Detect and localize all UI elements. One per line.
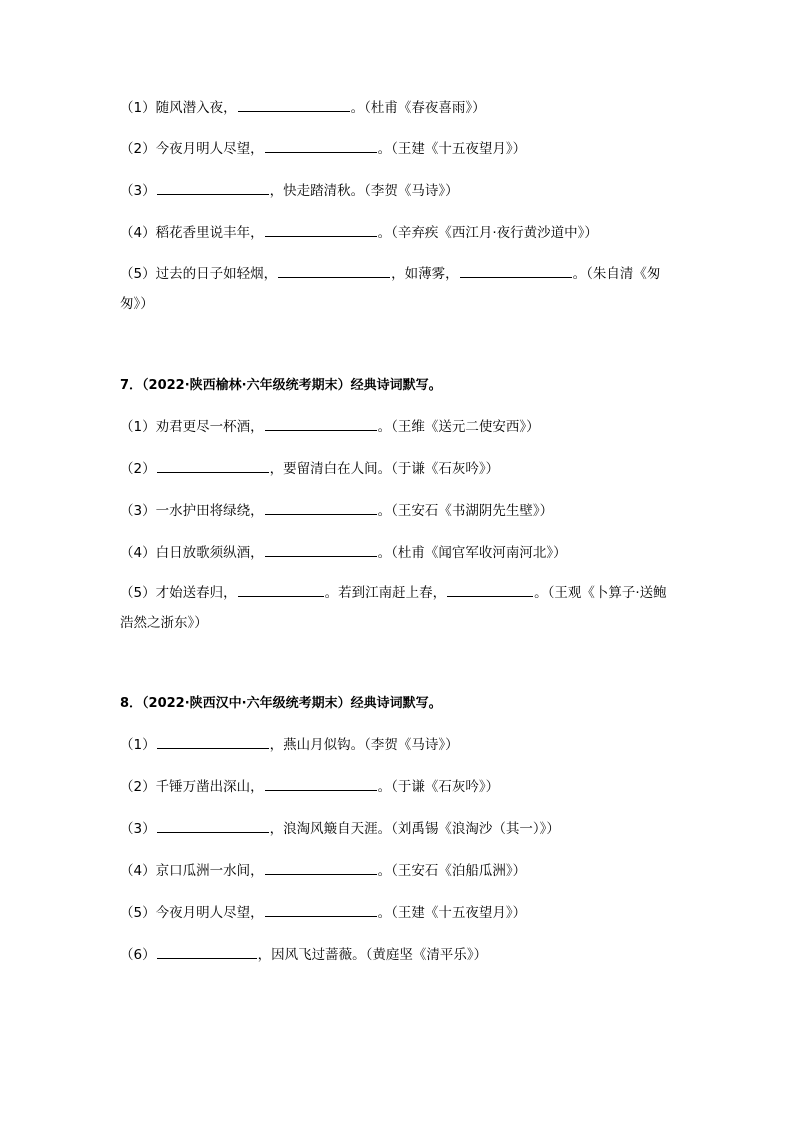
item-text: 。（辛弃疾《西江月·夜行黄沙道中》） <box>377 225 598 241</box>
answer-blank[interactable] <box>460 262 572 278</box>
question-item <box>120 817 680 840</box>
item-number: （4） <box>120 225 156 241</box>
answer-blank[interactable] <box>157 179 269 195</box>
item-text: 。（于谦《石灰吟》） <box>377 779 500 795</box>
item-number: （6） <box>120 947 156 963</box>
answer-blank[interactable] <box>265 775 377 791</box>
answer-blank[interactable] <box>157 733 269 749</box>
item-number: （5） <box>120 266 156 282</box>
answer-blank[interactable] <box>265 137 377 153</box>
item-number: （1） <box>120 737 156 753</box>
question-heading: 8．（2022·陕西汉中·六年级统考期末）经典诗词默写。 <box>120 696 442 711</box>
question-heading: 7．（2022·陕西榆林·六年级统考期末）经典诗词默写。 <box>120 378 442 393</box>
item-text: 。（王安石《书湖阴先生壁》） <box>377 503 554 519</box>
answer-blank[interactable] <box>265 541 377 557</box>
item-text: ，如薄雾， <box>391 266 459 282</box>
item-text: 过去的日子如轻烟， <box>155 266 278 282</box>
item-text: 一水护田将绿绕， <box>155 503 264 519</box>
answer-blank[interactable] <box>265 859 377 875</box>
item-text: 。（王安石《泊船瓜洲》） <box>377 863 527 879</box>
item-text: ，快走踏清秋。（李贺《马诗》） <box>269 183 459 199</box>
item-text: 。（杜甫《春夜喜雨》） <box>350 100 486 116</box>
item-text: 今夜月明人尽望， <box>155 141 264 157</box>
answer-blank[interactable] <box>447 581 533 597</box>
item-text: 稻花香里说丰年， <box>155 225 264 241</box>
question-item <box>120 733 680 756</box>
item-number: （2） <box>120 461 156 477</box>
item-text: 。（王建《十五夜望月》） <box>377 905 527 921</box>
item-text: 。（王观《卜算子·送鲍浩然之浙东》） <box>120 585 667 631</box>
answer-blank[interactable] <box>265 415 377 431</box>
answer-blank[interactable] <box>265 499 377 515</box>
item-number: （4） <box>120 545 156 561</box>
item-number: （5） <box>120 905 156 921</box>
item-text: 。（朱自清《匆匆》） <box>120 266 661 312</box>
item-number: （3） <box>120 821 156 837</box>
question-item <box>120 541 680 564</box>
question-item <box>120 96 680 119</box>
question-item <box>120 137 680 160</box>
question-item <box>120 578 680 638</box>
item-text: ，因风飞过蔷薇。（黄庭坚《清平乐》） <box>257 947 488 963</box>
question-item <box>120 859 680 882</box>
answer-blank[interactable] <box>265 901 377 917</box>
item-text: 才始送春归， <box>155 585 237 601</box>
answer-blank[interactable] <box>157 817 269 833</box>
question-item <box>120 415 680 438</box>
item-number: （3） <box>120 183 156 199</box>
item-text: 。（杜甫《闻官军收河南河北》） <box>377 545 567 561</box>
item-text: 随风潜入夜， <box>155 100 237 116</box>
answer-blank[interactable] <box>157 457 269 473</box>
item-text: 京口瓜洲一水间， <box>155 863 264 879</box>
question-item <box>120 775 680 798</box>
item-number: （1） <box>120 419 156 435</box>
question-item <box>120 499 680 522</box>
item-text: 劝君更尽一杯酒， <box>155 419 264 435</box>
item-number: （3） <box>120 503 156 519</box>
item-text: ，要留清白在人间。（于谦《石灰吟》） <box>269 461 500 477</box>
item-number: （1） <box>120 100 156 116</box>
item-text: 。（王维《送元二使安西》） <box>377 419 540 435</box>
answer-blank[interactable] <box>278 262 390 278</box>
item-text: 。若到江南赶上春， <box>324 585 447 601</box>
answer-blank[interactable] <box>238 96 350 112</box>
item-text: 。（王建《十五夜望月》） <box>377 141 527 157</box>
question-item <box>120 221 680 244</box>
question-item <box>120 179 680 202</box>
answer-blank[interactable] <box>238 581 324 597</box>
item-text: ，燕山月似钩。（李贺《马诗》） <box>269 737 459 753</box>
item-text: 千锤万凿出深山， <box>155 779 264 795</box>
question-item <box>120 943 680 966</box>
question-item <box>120 457 680 480</box>
answer-blank[interactable] <box>265 221 377 237</box>
item-number: （2） <box>120 141 156 157</box>
item-number: （2） <box>120 779 156 795</box>
question-item <box>120 259 680 319</box>
question-item <box>120 901 680 924</box>
item-number: （5） <box>120 585 156 601</box>
item-text: 白日放歌须纵酒， <box>155 545 264 561</box>
item-text: 今夜月明人尽望， <box>155 905 264 921</box>
item-number: （4） <box>120 863 156 879</box>
item-text: ，浪淘风簸自天涯。（刘禹锡《浪淘沙（其一）》） <box>269 821 560 837</box>
answer-blank[interactable] <box>157 943 257 959</box>
